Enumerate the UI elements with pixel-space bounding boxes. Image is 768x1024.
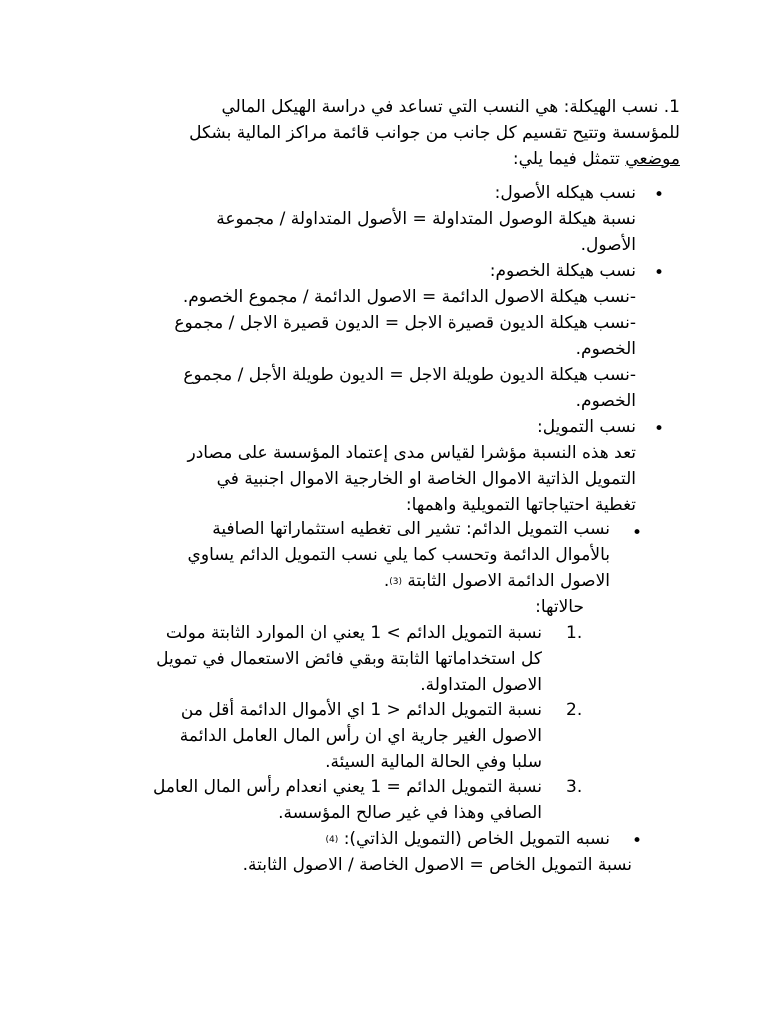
sub-bullet-marker: • xyxy=(632,831,643,851)
paragraph-line: التمويل الذاتية الاموال الخاصة او الخارجية الاموال اجنبية في xyxy=(216,469,636,489)
case-line: الصافي وهذا في غير صالح المؤسسة. xyxy=(278,803,542,823)
intro-paragraph xyxy=(189,94,680,172)
formula-line: الخصوم. xyxy=(575,391,636,411)
case-number: 1. xyxy=(566,623,583,643)
section-heading: نسب هيكلة الخصوم: xyxy=(489,261,636,281)
own-financing-label-text: نسبه التمويل الخاص (التمويل الذاتي): xyxy=(343,829,610,849)
section-heading: نسب التمويل: xyxy=(537,417,636,437)
paragraph-line: تعد هذه النسبة مؤشرا لقياس مدى إعتماد المؤسسة على مصادر xyxy=(187,443,636,463)
own-financing-formula: نسبة التمويل الخاص = الاصول الخاصة / الاصول الثابتة. xyxy=(242,855,632,875)
intro-line-end: تتمثل فيما يلي: xyxy=(512,149,620,169)
case-line: الاصول الغير جارية اي ان رأس المال العامل الدائمة xyxy=(179,726,542,746)
cases-heading: حالاتها: xyxy=(535,597,584,617)
formula-line: الأصول. xyxy=(580,235,636,255)
intro-line: 1. نسب الهيكلة: هي النسب التي تساعد في دراسة الهيكل المالي xyxy=(221,97,680,117)
financing-section xyxy=(188,414,637,518)
own-financing-label xyxy=(326,826,610,852)
bullet-marker: • xyxy=(654,185,665,205)
case-line: كل استخداماتها الثابتة وبقي فائض الاستعمال في تمويل xyxy=(156,649,542,669)
case-item xyxy=(180,697,542,775)
formula-line: -نسب هيكلة الاصول الدائمة = الاصول الدائمة / مجموع الخصوم. xyxy=(182,287,636,307)
intro-underlined-word: موضعي xyxy=(625,149,680,169)
bullet-marker: • xyxy=(654,419,665,439)
formula-line: -نسب هيكلة الديون طويلة الاجل = الديون طويلة الأجل / مجموع xyxy=(183,365,636,385)
own-financing-item xyxy=(326,826,610,852)
footnote-ref: (4) xyxy=(325,835,339,845)
case-line: الاصول المتداولة. xyxy=(420,675,542,695)
intro-line: للمؤسسة وتتيح تقسيم كل جانب من جوانب قائمة مراكز المالية بشكل xyxy=(189,123,680,143)
paragraph-line-text: الاصول الدائمة الاصول الثابتة xyxy=(407,571,610,591)
paragraph-line: بالأموال الدائمة وتحسب كما يلي نسب التمويل الدائم يساوي xyxy=(187,545,610,565)
bullet-marker: • xyxy=(654,263,665,283)
sub-bullet-marker: • xyxy=(632,523,643,543)
case-line: نسبة التمويل الدائم = 1 يعني انعدام رأس المال العامل xyxy=(153,777,542,797)
paragraph-line: نسب التمويل الدائم: تشير الى تغطيه استثماراتها الصافية xyxy=(212,519,610,539)
case-item xyxy=(156,620,542,698)
sentence-end: . xyxy=(383,571,390,591)
case-line: سلبا وفي الحالة المالية السيئة. xyxy=(325,752,542,772)
formula-line: -نسب هيكلة الديون قصيرة الاجل = الديون قصيرة الاجل / مجموع xyxy=(174,313,636,333)
liabilities-structure-section xyxy=(174,258,636,414)
intro-line xyxy=(189,146,680,172)
assets-structure-section xyxy=(216,180,636,258)
case-number: 3. xyxy=(566,777,583,797)
case-number: 2. xyxy=(566,700,583,720)
footnote-ref: (3) xyxy=(389,577,402,587)
case-line: نسبة التمويل الدائم < 1 اي الأموال الدائمة أقل من xyxy=(180,700,542,720)
formula-line: الخصوم. xyxy=(575,339,636,359)
paragraph-line xyxy=(188,568,610,594)
section-heading: نسب هيكله الأصول: xyxy=(494,183,636,203)
formula-line: نسبة هيكلة الوصول المتداولة = الأصول المتداولة / مجموعة xyxy=(216,209,636,229)
case-item xyxy=(153,774,542,826)
permanent-financing-item xyxy=(188,516,610,594)
paragraph-line: تغطية احتياجاتها التمويلية واهمها: xyxy=(405,495,636,515)
case-line: نسبة التمويل الدائم > 1 يعني ان الموارد الثابتة مولت xyxy=(165,623,542,643)
